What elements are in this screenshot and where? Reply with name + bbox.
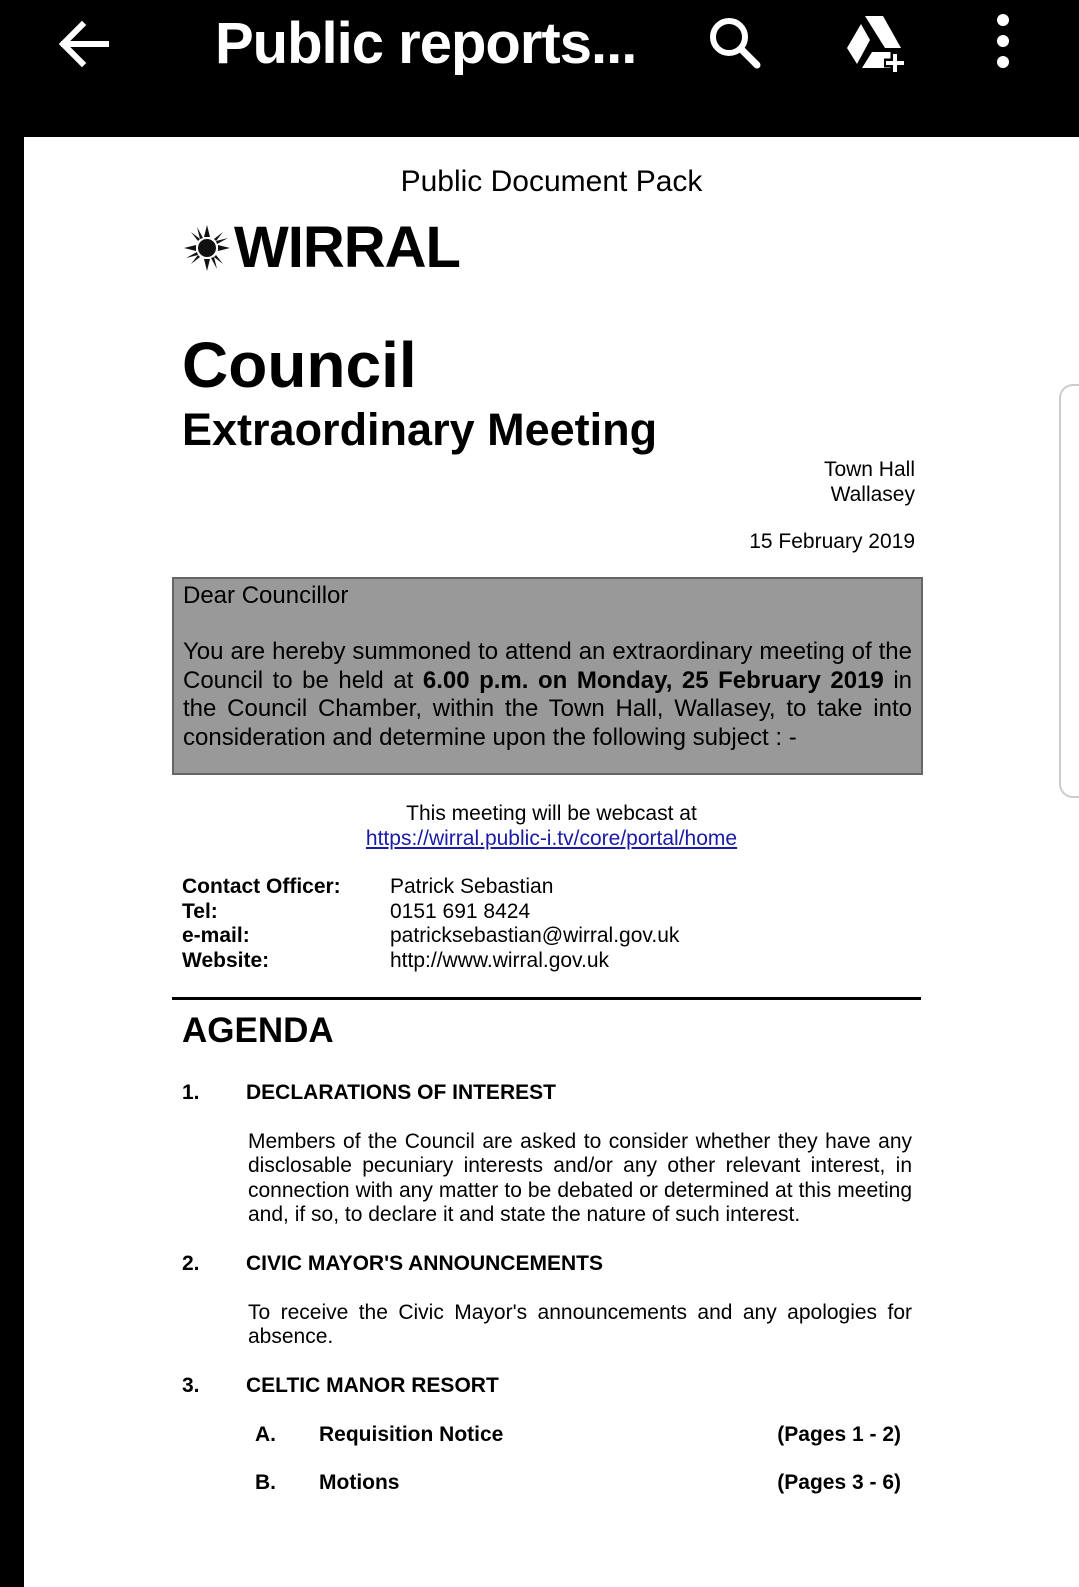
pack-title: Public Document Pack bbox=[400, 165, 703, 198]
app-bar-title: Public reports... bbox=[215, 11, 637, 76]
website-row bbox=[182, 949, 679, 974]
scroll-handle[interactable] bbox=[1059, 384, 1079, 798]
contact-officer-row bbox=[182, 875, 679, 900]
summons-text bbox=[183, 638, 912, 752]
email-value: patricksebastian@wirral.gov.uk bbox=[390, 924, 680, 947]
webcast-link[interactable]: https://wirral.public-i.tv/core/portal/home bbox=[365, 827, 738, 850]
agenda-item-title: CIVIC MAYOR'S ANNOUNCEMENTS bbox=[246, 1252, 603, 1275]
sub-item-pages: (Pages 1 - 2) bbox=[777, 1423, 901, 1446]
agenda-item-title: DECLARATIONS OF INTEREST bbox=[246, 1081, 556, 1104]
document-subtitle: Extraordinary Meeting bbox=[182, 404, 658, 455]
document-page[interactable] bbox=[24, 137, 1079, 1587]
drive-add-icon[interactable] bbox=[843, 12, 911, 74]
contact-officer-value: Patrick Sebastian bbox=[390, 875, 554, 898]
summons-text-after: in the Council Chamber, within the Town Hall, Wallasey, to take into consideration and determine upon the following subject : - bbox=[183, 666, 912, 751]
agenda-item-body: Members of the Council are asked to consider whether they have any disclosable pecuniary interests and/or any other relevant interest, in connection with any matter to be debated or determined at this meeting and, if so, to declare it and state the nature of such interest. bbox=[248, 1130, 912, 1227]
website-label: Website: bbox=[182, 948, 270, 972]
contact-officer-label: Contact Officer: bbox=[182, 875, 341, 898]
divider bbox=[172, 997, 921, 1000]
email-label: e-mail: bbox=[182, 924, 250, 947]
website-value: http://www.wirral.gov.uk bbox=[390, 948, 610, 972]
sub-item-pages: (Pages 3 - 6) bbox=[777, 1471, 901, 1494]
back-arrow-icon[interactable] bbox=[52, 12, 116, 76]
contact-details bbox=[182, 875, 679, 973]
document-title: Council bbox=[182, 329, 417, 401]
agenda-item-number: 3. bbox=[182, 1374, 200, 1397]
email-row bbox=[182, 924, 679, 949]
search-icon[interactable] bbox=[704, 12, 764, 72]
venue-line-1: Town Hall bbox=[823, 458, 915, 481]
sub-item-title: Motions bbox=[319, 1471, 400, 1494]
venue-line-2: Wallasey bbox=[830, 483, 915, 506]
webcast-notice bbox=[24, 801, 1079, 851]
app-bar bbox=[0, 0, 1079, 137]
agenda-item-body: To receive the Civic Mayor's announcements and any apologies for absence. bbox=[248, 1301, 912, 1349]
webcast-text: This meeting will be webcast at bbox=[406, 802, 697, 825]
tel-label: Tel: bbox=[182, 899, 218, 923]
summons-text-before: You are hereby summoned to attend an extraordinary meeting of the Council to be held at bbox=[183, 638, 912, 694]
agenda-item-number: 2. bbox=[182, 1252, 200, 1275]
sub-item-letter: A. bbox=[255, 1423, 276, 1446]
tel-row bbox=[182, 900, 679, 925]
agenda-item-title: CELTIC MANOR RESORT bbox=[246, 1374, 499, 1397]
document-date: 15 February 2019 bbox=[749, 530, 915, 553]
more-vert-icon[interactable] bbox=[985, 10, 1021, 72]
sub-item-title: Requisition Notice bbox=[319, 1423, 504, 1446]
venue bbox=[824, 457, 915, 507]
wirral-logo bbox=[182, 215, 460, 280]
agenda-heading: AGENDA bbox=[182, 1011, 334, 1050]
meeting-time: 6.00 p.m. on Monday, 25 February 2019 bbox=[422, 666, 884, 694]
salutation: Dear Councillor bbox=[183, 582, 349, 609]
agenda-item-number: 1. bbox=[182, 1081, 200, 1104]
tel-value: 0151 691 8424 bbox=[390, 899, 531, 923]
sub-item-letter: B. bbox=[255, 1471, 276, 1494]
logo-text: WIRRAL bbox=[234, 215, 460, 280]
summons-box bbox=[172, 577, 923, 775]
wirral-emblem-icon bbox=[182, 223, 232, 273]
